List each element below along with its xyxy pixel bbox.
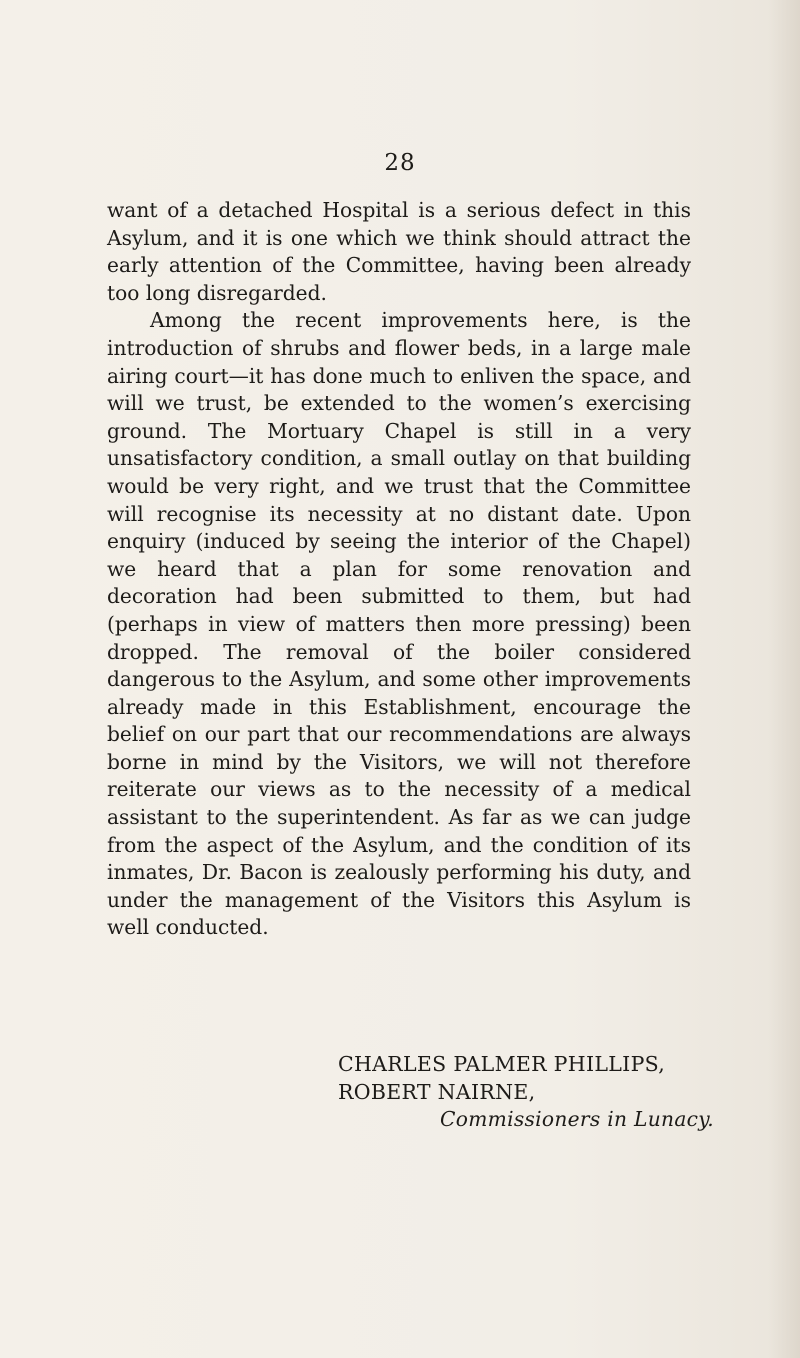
signatory-2: ROBERT NAIRNE,	[338, 1080, 536, 1104]
paragraph-2: Among the recent improvements here, is the introduction of shrubs and flower beds, in a large male airing court—it has done much to enliven the space, and will we trust, be extended to the women’s exercising ground. The Mortuary Chapel is still in a very unsatisfactory condition, a small outlay on that building would be very right, and we trust that the Committee will recognise its necessity at no distant date. Upon enquiry (induced by seeing the interior of the Chapel) we heard that a plan for some renovation and decoration had been submitted to them, but had (perhaps in view of matters then more pressing) been dropped. The removal of the boiler considered dangerous to the Asylum, and some other improvements already made in this Establishment, encourage the belief on our part that our recommendations are always borne in mind by the Visitors, we will not therefore reiterate our views as to the necessity of a medical assistant to the superintendent. As far as we can judge from the aspect of the Asylum, and the condition of its inmates, Dr. Bacon is zealously performing his duty, and under the management of the Visitors this Asylum is well conducted.	[107, 308, 691, 940]
paragraph-1: want of a detached Hospital is a serious defect in this Asylum, and it is one which we think should attract the early attention of the Committee, having been already too long disregarded.	[107, 198, 691, 305]
body-text	[107, 197, 691, 942]
signatory-1: CHARLES PALMER PHILLIPS,	[338, 1052, 666, 1076]
signatory-title: Commissioners in Lunacy.	[440, 1107, 715, 1131]
page-number: 28	[384, 150, 416, 176]
